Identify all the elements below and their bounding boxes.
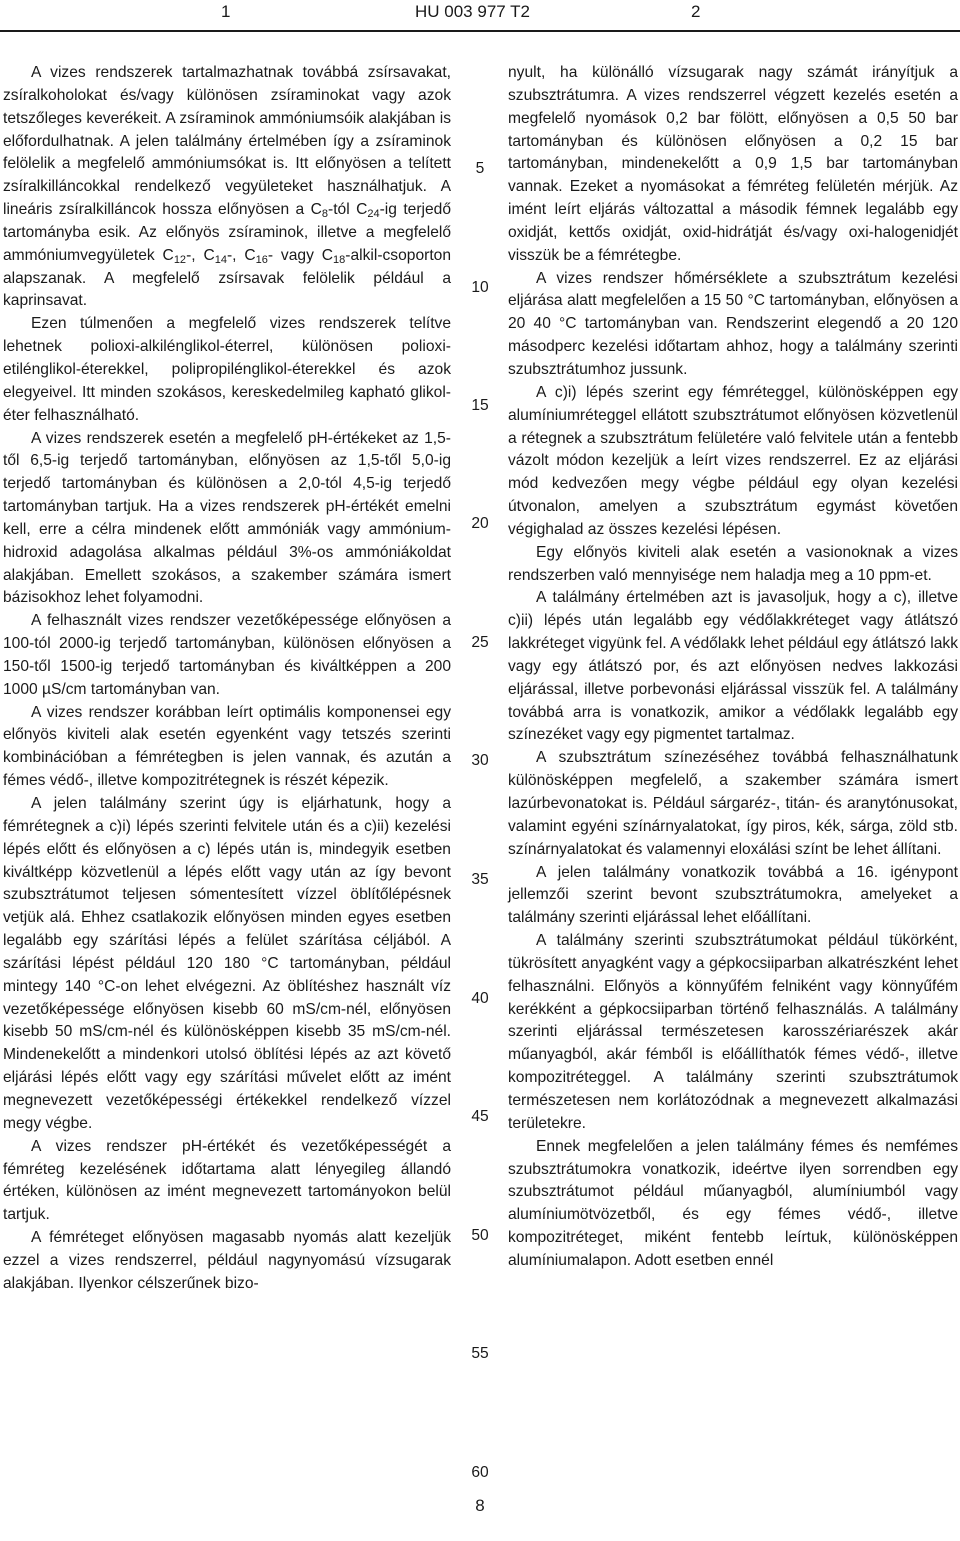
line-number: 55 [471, 1345, 489, 1362]
paragraph: A jelen találmány szerint úgy is eljárhatunk, hogy a fémrétegnek a c)i) lépés szerinti felvitele után és a c)ii) kezelési lépés előtt és előnyösen a c) lépés után is, mindegyik esetben kiváltképp közvetlenül a lépés előtt vagy után az így bevont szubsztrátumot teljesen sómentesített vízzel öblítőlépésnek vetjük alá. Ehhez csatlakozik előnyösen minden egyes esetben legalább egy szárítási lépés a felület szárítása céljából. A szárítási lépést például 120 180 °C tartományban, például mintegy 140 °C-on lehet elvégezni. Az öblítéshez használt víz vezetőképessége előnyösen kisebb 60 mS/cm-nél, előnyösen kisebb 50 mS/cm-nél és különösképpen kisebb 35 mS/cm-nél. Mindenekelőtt a mindenkori utolsó öblítési lépés az azt követő eljárási lépés előtt vagy egy szárítási művelet előtt az imént megnevezett vezetőképességi értékekkel rendelkező vízzel megy végbe. [3, 795, 451, 1132]
page-number: 8 [475, 1496, 485, 1515]
left-column [3, 62, 451, 1296]
line-number: 30 [471, 752, 489, 769]
line-number: 25 [471, 634, 489, 651]
right-column [508, 62, 958, 1273]
paragraph: nyult, ha különálló vízsugarak nagy számát irányítjuk a szubsztrátumra. A vizes rendszerrel végzett kezelés esetén a megfelelő nyomások 0,2 bar fölött, előnyösen a 0,5 50 bar tartományban és különösen előnyösen a 0,2 15 bar tartományban, mindenekelőtt a 0,9 1,5 bar tartományban vannak. Ezeket a nyomásokat a fémréteg felületén mérjük. Az imént leírt eljárás változattal a második fémnek legalább egy oxidját, kettős oxidját, oxid-hidrátját és/vagy oxi-halogenidjét visszük be a fémrétegbe. [508, 64, 958, 264]
paragraph: A találmány értelmében azt is javasoljuk, hogy a c), illetve c)ii) lépés után legalább egy védőlakkréteget vagy átlátszó lakkréteget vigyünk fel. A védőlakk lehet például egy átlátszó lakk vagy egy átlátszó por, és azt előnyösen nedves lakkozási eljárással, illetve porbevonási eljárással visszük fel. A találmány továbbá arra is vonatkozik, amikor a védőlakk legalább egy színezéket vagy egy pigmentet tartalmaz. [508, 589, 958, 744]
line-number: 40 [471, 990, 489, 1007]
line-number: 5 [475, 160, 485, 177]
line-number: 20 [471, 515, 489, 532]
paragraph: A vizes rendszer pH-értékét és vezetőképességét a fémréteg kezelésének időtartama alatt lényegileg állandó értéken, különösen az imént megnevezett tartományokon belül tartjuk. [3, 1137, 451, 1224]
line-number: 45 [471, 1108, 489, 1125]
paragraph: Ezen túlmenően a megfelelő vizes rendszerek telítve lehetnek polioxi-alkilénglikol-éterrel, különösen polioxi-etilénglikol-éterekkel, polipropilénglikol-éterekkel és azok elegyeivel. Itt minden szokásos, kereskedelmileg kapható glikol-éter felhasználható. [3, 315, 451, 424]
line-number: 10 [471, 279, 489, 296]
right-page-number: 2 [691, 2, 701, 21]
paragraph: A fémréteget előnyösen magasabb nyomás alatt kezeljük ezzel a vizes rendszerrel, például nagynyomású vízsugarak alakjában. Ilyenkor célszerűnek bizo- [3, 1229, 451, 1292]
paragraph: A vizes rendszer korábban leírt optimális komponensei egy előnyös kiviteli alak esetén egyenként vagy tetszés szerinti kombinációban a fémrétegben is jelen vannak, és azután a fémes védő-, illetve kompozitrétegnek is részét képezik. [3, 703, 451, 790]
line-number: 50 [471, 1227, 489, 1244]
line-number: 15 [471, 397, 489, 414]
paragraph: A felhasznált vizes rendszer vezetőképessége előnyösen a 100-tól 2000-ig terjedő tartományban, különösen előnyösen a 150-től 1500-ig terjedő tartományban és kiváltképpen a 200 1000 µS/cm tartományban van. [3, 612, 451, 698]
paragraph: A szubsztrátum színezéséhez továbbá felhasználhatunk különösképpen megfelelő, a szakember számára ismert lazúrbevonatokat is. Például sárgaréz-, titán- és aranytónusokat, valamint egyéni színárnyalatokat, így piros, kék, sárga, zöld stb. színárnyalatokat és valamennyi eloxálási színt be lehet állítani. [508, 749, 958, 858]
paragraph: A jelen találmány vonatkozik továbbá a 16. igénypont jellemzői szerint bevont szubsztrátumokra, amelyeket a találmány szerinti eljárással lehet előállítani. [508, 863, 958, 927]
header-rule [0, 30, 960, 32]
line-number: 60 [471, 1464, 489, 1481]
paragraph: A találmány szerinti szubsztrátumokat például tükörként, tükrösített anyagként vagy a gépkocsiiparban alkatrészként lehet felhasználni. Előnyös a könnyűfém felniként vagy könnyűfém kerékként a gépkocsiiparban történő felhasználás. A találmány szerinti eljárással természetesen karosszériarészek akár műanyagból, akár fémből is előállíthatók fémes védő-, illetve kompozitréteggel. A találmány szerinti szubsztrátumok természetesen nem korlátozódnak a megnevezett alkalmazási területekre. [508, 932, 958, 1132]
page-header [0, 0, 960, 30]
paragraph: Egy előnyös kiviteli alak esetén a vasionoknak a vizes rendszerben való mennyisége nem haladja meg a 10 ppm-et. [508, 543, 958, 584]
paragraph: Ennek megfelelően a jelen találmány fémes és nemfémes szubsztrátumokra vonatkozik, ideértve ilyen sorrendben egy szubsztrátumot például műanyagból, alumíniumból vagy alumíniumötvözetből, és egy fémes védő-, illetve kompozitréteget, miként fentebb leírtuk, különösképpen alumíniumalapon. Adott esetben ennél [508, 1137, 958, 1269]
paragraph: A vizes rendszerek tartalmazhatnak továbbá zsírsavakat, zsíralkoholokat és/vagy különösen zsíraminokat vagy azok tetszőleges keverékeit. A zsíraminok ammóniumsóik alakjában is előfordulhatnak. A jelen találmány értelmében így a zsíraminok felölelik a megfelelő ammóniumsókat is. Itt előnyösen a telített zsíralkilláncokkal rendelkező vegyületeket használhatjuk. A lineáris zsíralkilláncok hossza előnyösen a $C_8$-tól $C_{24}-ig$ terjedő tartományba esik. Az előnyös zsíraminok, illetve a megfelelő ammóniumvegyületek $C_{12}-$, $C_{14}-$, $C_{16}-$ vagy $C_{18}-alkil$-csoporton alapszanak. A megfelelő zsírsavak felölelik például a kaprinsavat. [3, 64, 452, 310]
paragraph: A vizes rendszer hőmérséklete a szubsztrátum kezelési eljárása alatt megfelelően a 15 50 °C tartományban, előnyösen a 20 40 °C tartományban van. Rendszerint elegendő a 20 120 másodperc kezelési időtartam ahhoz, hogy a találmány szerinti szubsztrátumhoz jussunk. [508, 269, 958, 378]
left-page-number: 1 [221, 2, 231, 21]
paragraph: A vizes rendszerek esetén a megfelelő pH-értékeket az 1,5-től 6,5-ig terjedő tartományban, előnyösen az 1,5-től 5,0-ig terjedő tartományban és különösen a 2,0-tól 4,5-ig terjedő tartományban tartjuk. Ha a vizes rendszerek pH-értékét emelni kell, erre a célra mindenek előtt ammóniák vagy ammónium-hidroxid adagolása alkalmas például 3%-os ammóniákoldat alakjában. Emellett szokásos, a szakember számára ismert bázisokhoz lehet folyamodni. [3, 429, 451, 607]
paragraph: A c)i) lépés szerint egy fémréteggel, különösképpen egy alumíniumréteggel ellátott szubsztrátumot előnyösen közvetlenül a rétegnek a szubsztrátum felületére való felvitele után a fentebb vázolt módon kezeljük a leírt vizes rendszerrel. Ez az eljárási mód kedvezően megy végbe például egy olyan kezelési útvonalon, amelyen a szubsztrátum egymást követően végighalad az összes kezelési lépésen. [508, 383, 958, 538]
patent-number: HU 003 977 T2 [415, 2, 530, 21]
line-number: 35 [471, 871, 489, 888]
